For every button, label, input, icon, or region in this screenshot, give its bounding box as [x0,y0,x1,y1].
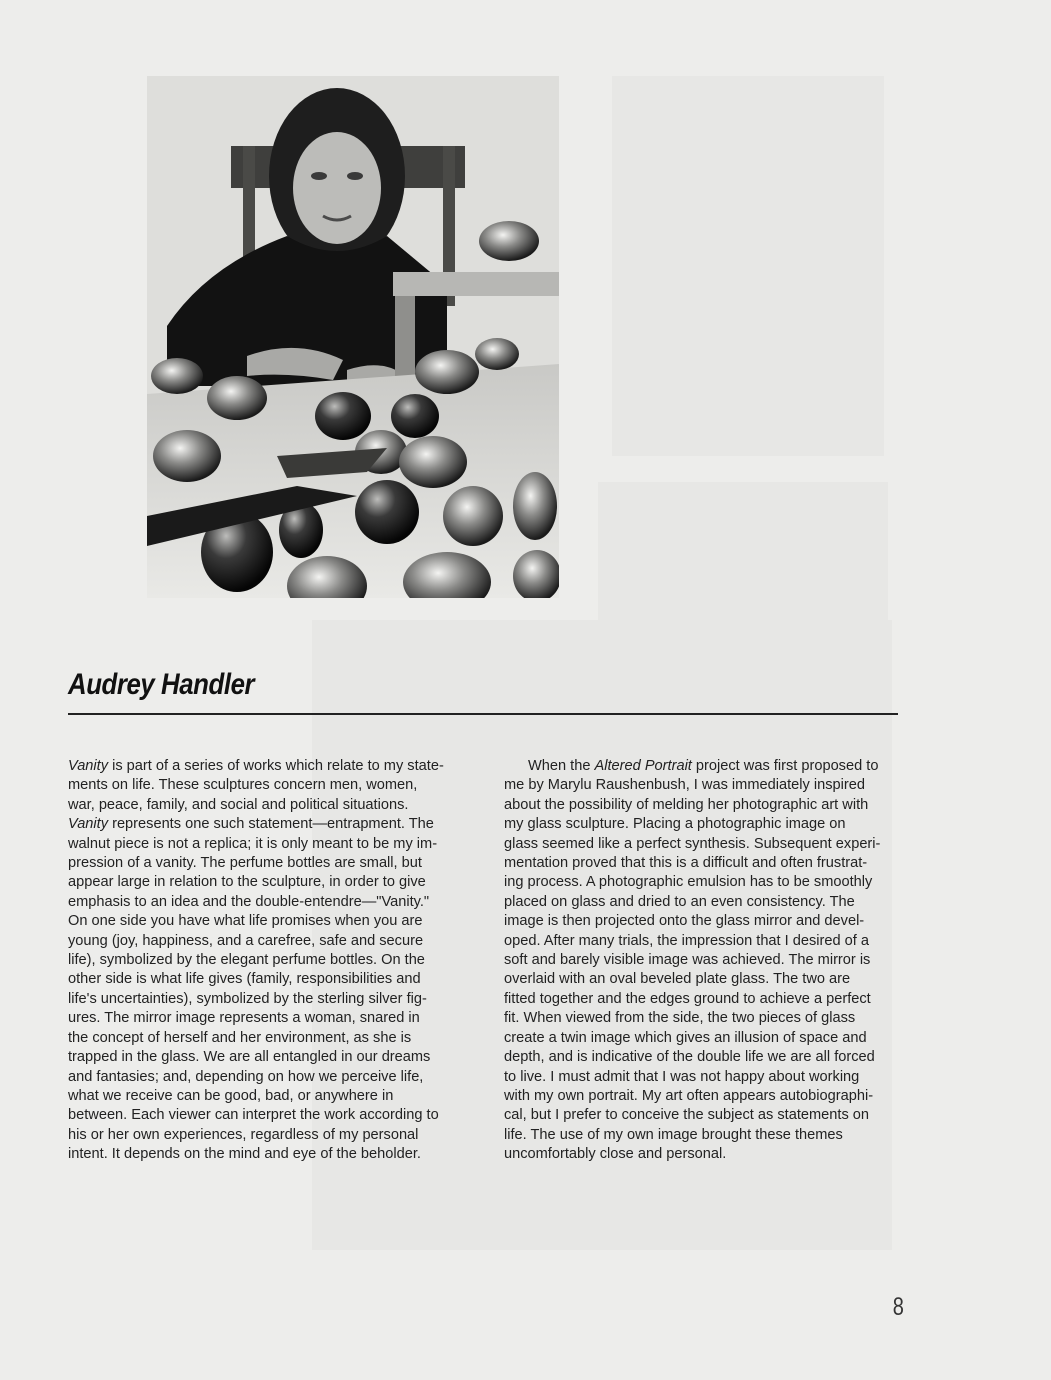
text-line: war, peace, family, and social and political situations. [68,796,409,813]
text-line: intent. It depends on the mind and eye of the beholder. [68,1146,421,1163]
text-line: pression of a vanity. The perfume bottles are small, but [68,855,422,872]
page-number: 8 [892,1293,904,1321]
artist-photo [147,76,559,598]
text-line: cal, but I prefer to conceive the subject as statements on [504,1107,870,1124]
text-line: ments on life. These sculptures concern men, women, [68,777,418,794]
text-line: fit. When viewed from the side, the two pieces of glass [504,1010,856,1027]
text-line: what we receive can be good, bad, or anywhere in [68,1087,394,1104]
text-line: the concept of herself and her environment, as she is [68,1029,412,1046]
text-line: placed on glass and dried to an even consistency. The [504,893,855,910]
show-through-panel [612,76,884,456]
text-line: ures. The mirror image represents a woman, snared in [68,1010,420,1027]
text-line: other side is what life gives (family, responsibilities and [68,971,421,988]
text-line: his or her own experiences, regardless of my personal [68,1126,419,1143]
artist-photo-illustration [147,76,559,598]
text-line: me by Marylu Raushenbush, I was immediately inspired [504,777,865,794]
left-column-text [68,757,462,1165]
text-line: with my own portrait. My art often appears autobiographi- [504,1087,874,1104]
text-line: mentation proved that this is a difficult and often frustrat- [504,855,868,872]
text-line: create a twin image which gives an illusion of space and [504,1029,867,1046]
title-divider [68,713,898,715]
text-line: to live. I must admit that I was not happy about working [504,1068,860,1085]
text-line: life's uncertainties), symbolized by the sterling silver fig- [68,990,427,1007]
text-line: life), symbolized by the elegant perfume bottles. On the [68,952,425,969]
text-line: my glass sculpture. Placing a photographic image on [504,816,846,833]
right-column-text [504,757,898,1165]
text-line: life. The use of my own image brought these themes [504,1126,843,1143]
text-line: appear large in relation to the sculpture, in order to give [68,874,426,891]
text-line: uncomfortably close and personal. [504,1146,727,1163]
text-line: between. Each viewer can interpret the work according to [68,1107,439,1124]
text-line: On one side you have what life promises when you are [68,913,423,930]
text-line: glass seemed like a perfect synthesis. Subsequent experi- [504,835,881,852]
text-line: emphasis to an idea and the double-entendre—"Vanity." [68,893,430,910]
text-line: depth, and is indicative of the double life we are all forced [504,1049,875,1066]
text-line: young (joy, happiness, and a carefree, safe and secure [68,932,424,949]
text-line: Vanity represents one such statement—entrapment. The [68,816,434,833]
text-line: and fantasies; and, depending on how we perceive life, [68,1068,424,1085]
text-line: walnut piece is not a replica; it is only meant to be my im- [68,835,438,852]
text-line: When the Altered Portrait project was first proposed to [528,758,879,774]
text-line: Vanity is part of a series of works which relate to my state- [68,758,444,774]
text-line: fitted together and the edges ground to achieve a perfect [504,990,871,1007]
text-line: about the possibility of melding her photographic art with [504,796,869,813]
text-line: trapped in the glass. We are all entangled in our dreams [68,1049,431,1066]
text-line: oped. After many trials, the impression that I desired of a [504,932,870,949]
text-line: soft and barely visible image was achieved. The mirror is [504,952,871,969]
article-title: Audrey Handler [68,668,255,701]
text-line: image is then projected onto the glass mirror and devel- [504,913,865,930]
text-line: overlaid with an oval beveled plate glass. The two are [504,971,851,988]
text-line: ing process. A photographic emulsion has to be smoothly [504,874,873,891]
